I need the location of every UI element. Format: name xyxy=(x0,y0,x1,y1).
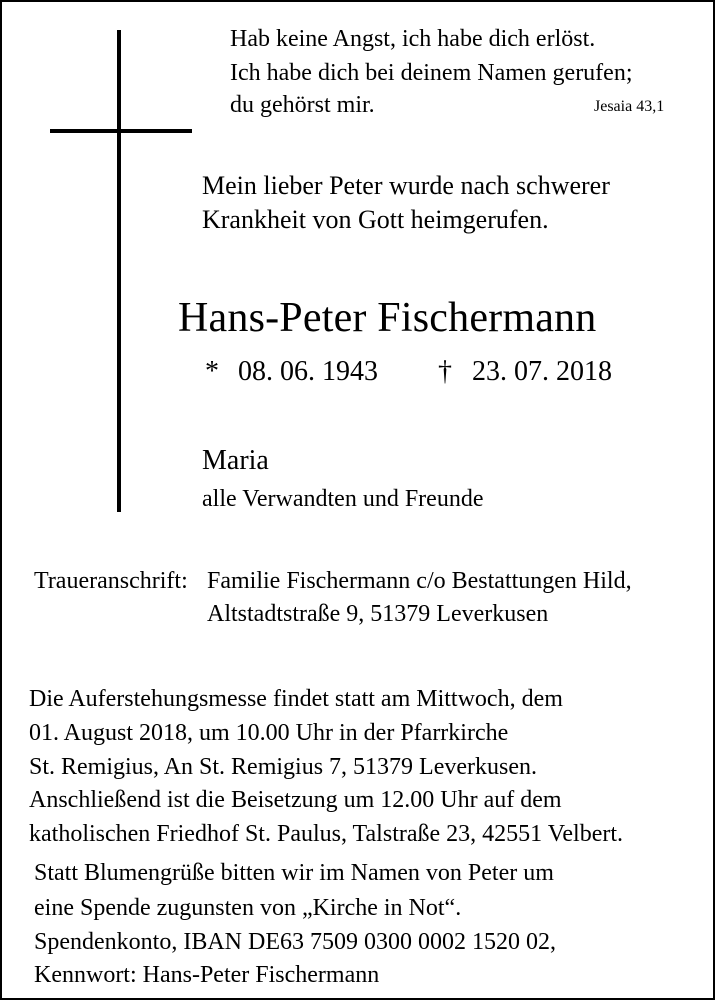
birth-symbol: * xyxy=(205,356,219,387)
death-cross-icon: † xyxy=(438,356,452,387)
birth-date: 08. 06. 1943 xyxy=(238,356,378,387)
deceased-name: Hans-Peter Fischermann xyxy=(178,295,597,341)
mass-line: St. Remigius, An St. Remigius 7, 51379 Leverkusen. xyxy=(29,754,537,780)
donation-line: eine Spende zugunsten von „Kirche in Not“. xyxy=(34,895,462,921)
mass-line: Anschließend ist die Beisetzung um 12.00 Uhr auf dem xyxy=(29,787,562,813)
mass-line: Die Auferstehungsmesse findet statt am Mittwoch, dem xyxy=(29,686,563,712)
mass-line: 01. August 2018, um 10.00 Uhr in der Pfarrkirche xyxy=(29,720,509,746)
donation-line: Statt Blumengrüße bitten wir im Namen von Peter um xyxy=(34,860,554,886)
death-date: 23. 07. 2018 xyxy=(472,356,612,387)
address-line: Altstadtstraße 9, 51379 Leverkusen xyxy=(207,601,549,627)
donation-line: Spendenkonto, IBAN DE63 7509 0300 0002 1520 02, xyxy=(34,929,556,955)
cross-horizontal-bar xyxy=(50,129,192,133)
mass-line: katholischen Friedhof St. Paulus, Talstraße 23, 42551 Velbert. xyxy=(29,821,624,847)
donation-line: Kennwort: Hans-Peter Fischermann xyxy=(34,962,380,988)
verse-line: Ich habe dich bei deinem Namen gerufen; xyxy=(230,60,633,86)
mourner-others: alle Verwandten und Freunde xyxy=(202,486,484,512)
address-line: Familie Fischermann c/o Bestattungen Hild, xyxy=(207,568,632,594)
intro-line: Mein lieber Peter wurde nach schwerer xyxy=(202,171,610,200)
intro-line: Krankheit von Gott heimgerufen. xyxy=(202,205,549,234)
verse-reference: Jesaia 43,1 xyxy=(594,98,665,115)
verse-line: du gehörst mir. xyxy=(230,92,375,118)
mourner-primary: Maria xyxy=(202,445,269,476)
verse-line: Hab keine Angst, ich habe dich erlöst. xyxy=(230,26,596,52)
address-label: Traueranschrift: xyxy=(34,568,188,594)
cross-vertical-bar xyxy=(117,30,121,512)
